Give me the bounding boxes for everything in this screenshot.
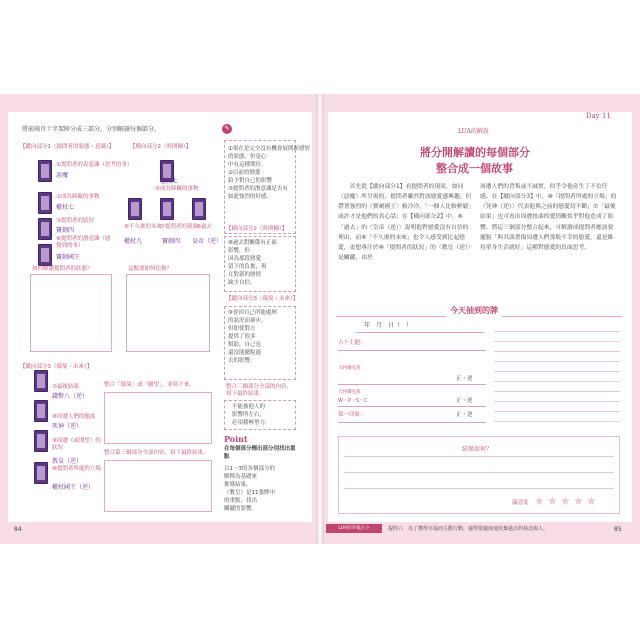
tarot-card-pentacles8 — [34, 370, 48, 392]
right-title-line1: 將分開解讀的每個部分 — [420, 146, 530, 159]
memo2-head: 【橫向部分2（時間軸）】 — [226, 226, 288, 232]
part3-heading: 【縱向部分3（環境・未來）】 — [20, 364, 93, 370]
part2-heading: 【橫向部分2（時間軸）】 — [130, 144, 192, 150]
question1: 如何解讀提問者的狀態？ — [32, 266, 93, 272]
star-icon-5[interactable]: ★ — [586, 494, 597, 508]
memo3-head: 【縱向部分3（環境・未來）】 — [226, 296, 299, 302]
point-title: Point — [224, 434, 248, 444]
rev-label-3[interactable]: 正・逆 — [456, 412, 473, 418]
date-underline — [356, 332, 484, 333]
card5-name: 權杖七 — [160, 178, 179, 185]
result-line-1 — [344, 456, 614, 457]
left-intro: 將前兩頁十字架陣分成三部分，分別解讀每個部分。 — [22, 126, 161, 133]
tarot-card-king-swords — [38, 244, 52, 266]
card8-note: ⑧過去 — [196, 224, 212, 230]
memo-badge-icon: ✎ — [222, 124, 232, 134]
card-label-2: 大阿爾克那 — [338, 390, 361, 395]
card-label-1: 大阿爾克那 — [338, 366, 361, 371]
question2: 這點要如何比較？ — [128, 266, 173, 272]
card6-name: 權杖九 — [124, 238, 143, 245]
card1-name: 惡魔 — [56, 172, 69, 179]
theme-underline[interactable] — [338, 350, 486, 351]
tarot-card-devil — [38, 160, 52, 182]
result-line-2 — [344, 472, 614, 473]
explanation-col2: 周遭人們的背叛或不誠實，似乎令他產生了不信任感。在【縱向部分3】中，⑩「提問者所處的立場」的〈死神（逆）〉代表他與之前的戀愛切不斷；⑦「最後結果」也可看出周遭扭曲的愛情觀似乎對他造成了影響。將這三個部分整合起來，可解讀成提問者應該要擺脫「與其談著傷周遭人們那般不幸的戀愛，還是維持單身生活就好」這種對戀愛的負面思考。 — [480, 184, 617, 251]
card10-note: ⑧周遭人們的態度 — [52, 414, 96, 420]
card11-name: 教皇（逆） — [52, 458, 83, 465]
tarot-card-death — [34, 400, 48, 422]
theme-label: 占卜主題： — [338, 340, 366, 346]
first-impression-label: 第一印象： — [338, 412, 366, 418]
card7-name: 寶劍四 — [162, 238, 181, 245]
tarot-card-hierophant — [34, 430, 48, 452]
result-line-3 — [344, 488, 614, 489]
card9-note: ⑦最後結果 — [52, 384, 79, 390]
card2-note: ②成為障礙的事物 — [56, 194, 100, 200]
book-gutter — [316, 94, 324, 544]
answer-box-4[interactable] — [104, 460, 212, 512]
day-label: Day 11 — [586, 112, 611, 120]
card11-note: ⑨周遭（或期望）的狀況 — [52, 438, 101, 452]
answer-box-3[interactable] — [104, 392, 212, 444]
card12-note: ⑩提問者所處的立場 — [52, 466, 101, 472]
answer-box-1[interactable] — [30, 274, 112, 352]
part1-heading: 【縱向部分1（提問者的狀態・意識）】 — [20, 144, 115, 150]
card10-name: 死神（逆） — [52, 423, 83, 430]
notes-lined-area[interactable] — [494, 322, 620, 422]
card-line-2[interactable] — [338, 406, 486, 407]
q3-note: 整合「環境」或「願望」，並寫下來。 — [104, 382, 195, 388]
q4-note: 整合第三個部分全部內容，寫下最終結果。 — [104, 450, 209, 456]
card9-name: 錢幣八（逆） — [52, 393, 89, 400]
right-title-line2: 整合成一個故事 — [436, 162, 513, 175]
star-icon-4[interactable]: ★ — [573, 494, 584, 508]
point-subtitle: 在每個部分標出部分別找出重點 — [224, 446, 296, 460]
tarot-card-wands9 — [128, 198, 142, 220]
summary-text: 不能被他人的 影響所左右， 必須積極努力。 — [232, 404, 271, 426]
tarot-card-emperor — [192, 198, 206, 220]
draw-title: 今天抽到的牌 — [446, 306, 502, 317]
card6-note: ⑥不久後的未來 — [124, 224, 162, 230]
tarot-card-swords4-b — [160, 198, 174, 220]
summary-head: 整合三個部分全部的內容，寫下最終結果。 — [226, 384, 293, 398]
date-field[interactable]: 年 月 日（ ） — [364, 322, 413, 329]
satisfaction-label: 滿意度 — [512, 500, 529, 506]
footer-tag: LUA的幸福占卜 — [326, 524, 382, 533]
tarot-card-swords4 — [38, 218, 52, 240]
first-impression-line[interactable] — [338, 422, 486, 423]
footer-text: 提問六 為了獲得幸福而主動行動，還得要適度地放棄過去的執念與人。 — [388, 526, 549, 532]
memo2-text: ⑧過去對關係有正面 影響，但 因為那段戀愛 留下的負擔，現 在對新的戀情 缺少自信。 — [228, 240, 277, 286]
point-body: 以1～3的各個部分的 解釋為基礎來 推導結果， （教皇）是11張牌中 的重點，找出 關鍵的影響。 — [224, 466, 275, 512]
tarot-card-wands7 — [38, 192, 52, 214]
card3-note: ③提問者的狀況 — [56, 218, 94, 224]
card2-name: 權杖七 — [56, 204, 75, 211]
card3-name: 寶劍四 — [56, 227, 75, 234]
card1-note: ①提問者的表意識（思考的事） — [56, 162, 133, 168]
star-icon-3[interactable]: ★ — [560, 494, 571, 508]
card12-name: 權杖國王（逆） — [52, 484, 95, 491]
card4-name: 寶劍國王 — [56, 254, 81, 261]
card5-note: ⑤成為障礙的事物 — [155, 186, 199, 192]
card7-note: ⑦提問者的現狀 — [160, 224, 198, 230]
card4-note: ④提問者的潛意識（感覺到的事） — [56, 236, 111, 250]
card-line-1[interactable] — [338, 384, 486, 385]
memo1-text: ①現在是完全沒有機會展開新戀情 的狀態，但是心 中有這種期待。 ②以前的戀愛 給予對自己的影響 ③提問者的潛意識是否有 如此強烈的好感。 — [228, 146, 310, 200]
card8-name: 皇帝（逆） — [192, 238, 223, 245]
rev-label-1[interactable]: 正・逆 — [456, 376, 473, 382]
lua-heading-small: LUA的解說 — [458, 128, 489, 135]
explanation-col1: 首先從【縱向部分1】看提問者的現狀，如同〈惡魔〉所呈現的，提問者雖然對該戀愛感興趣，但帶著強烈的〈寶劍國王〉較冷冷，「一個人比較輕鬆」或許才是他們的真心話；在【橫向部分2】中，⑧「過去」的〈皇帝（逆）〉說明他對戀愛沒有自信的理由，而⑥「不久後的未來」也令人感受到比起戀愛，更想專注於⑩「提問者的狀況」的〈教皇（逆）〉是關鍵，由於 — [338, 184, 474, 261]
memo3-text: ⑨會因自己所能處理 的狀況而卻步， 但即使對方 提供了很多 幫助，自己也 還沒能擺脫過 去的影響。 — [228, 310, 277, 364]
right-page-number: 85 — [614, 526, 622, 533]
answer-box-2[interactable] — [126, 274, 210, 352]
star-icon-1[interactable]: ★ — [534, 494, 545, 508]
tarot-card-king-wands — [34, 462, 48, 484]
result-label: 結果如何？ — [462, 446, 493, 453]
star-icon-2[interactable]: ★ — [547, 494, 558, 508]
left-page-number: 84 — [14, 526, 22, 533]
rev-label-2[interactable]: 正・逆 — [456, 398, 473, 404]
card-label-3: W・P・S・C — [338, 398, 368, 404]
